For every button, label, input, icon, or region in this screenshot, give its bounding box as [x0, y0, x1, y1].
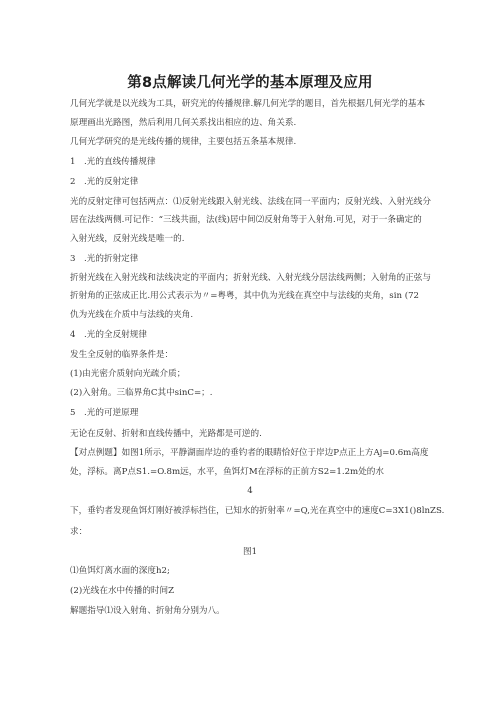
paragraph-line: 光的反射定律可包括两点：⑴反射光线跟入射光线、法线在同一平面内；反射光线、入射光线分 — [70, 197, 431, 207]
paragraph-line: 折射角的正弦成正比.用公式表示为〃=粤粤，其中仇为光线在真空中与法线的夹角，sin (72 — [70, 291, 420, 301]
section-heading: 5 .光的可逆原理 — [70, 408, 139, 418]
paragraph-line: 入射光线，反射光线是唯一的. — [70, 234, 185, 244]
paragraph-line: 居在法线两侧.可记作：“三线共面，法(线)居中间⑵反射角等于入射角.可见，对于一条确定的 — [70, 215, 422, 225]
section-heading: 4 .光的全反射规律 — [70, 330, 147, 340]
example-line: 下，垂钓者发现鱼饵灯刚好被浮标挡住，已知水的折射率〃=Q,光在真空中的速度C=3X1()8lnZS. — [70, 506, 445, 516]
solution-line: 解题指导⑴设入射角、折射角分别为八。 — [70, 606, 225, 616]
figure-caption: 图1 — [242, 547, 258, 557]
section-heading: 2 .光的反射定律 — [70, 177, 139, 187]
example-line: 处，浮标。离P点S1.=O.8m远，水平，鱼饵灯M在浮标的正前方S2=1.2m处的水 — [70, 467, 384, 477]
example-line: 求： — [70, 527, 88, 537]
paragraph-line: (1)由光密介质射向光疏介质； — [70, 369, 186, 379]
paragraph-line: 发生全反射的临界条件是： — [70, 350, 174, 360]
paragraph-line: 无论在反射、折射和直线传播中，光路都是可逆的. — [70, 429, 262, 439]
stray-number: 4 — [247, 486, 253, 496]
intro-line: 几何光学研究的是光线传播的规律，主要包括五条基本规律. — [70, 137, 297, 147]
section-heading: 1 .光的直线传播规律 — [70, 157, 156, 167]
paragraph-line: (2)入射角。三临界角C其中sinC=；. — [70, 388, 213, 398]
intro-line: 原理画出光路图，然后利用几何关系找出相应的边、角关系. — [70, 118, 297, 128]
intro-line: 几何光学就是以光线为工具，研究光的传播规律.解几何光学的题目，首先根据几何光学的基本 — [70, 99, 426, 109]
question-line: ⑴鱼饵灯离水面的深度h2; — [70, 566, 170, 576]
paragraph-line: 仇为光线在介质中与法线的夹角. — [70, 310, 194, 320]
example-line: 【对点例题】如图1所示，平静湖面岸边的垂钓者的眼睛恰好位于岸边P点正上方Aj=0.6m高度 — [70, 448, 429, 458]
page-title: 第8点解读几何光学的基本原理及应用 — [127, 75, 373, 91]
question-line: (2)光线在水中传播的时间Z — [70, 586, 175, 596]
section-heading: 3 .光的折射定律 — [70, 254, 139, 264]
paragraph-line: 折射光线在入射光线和法线决定的平面内；折射光线、入射光线分居法线两侧；入射角的正弦与 — [70, 273, 431, 283]
